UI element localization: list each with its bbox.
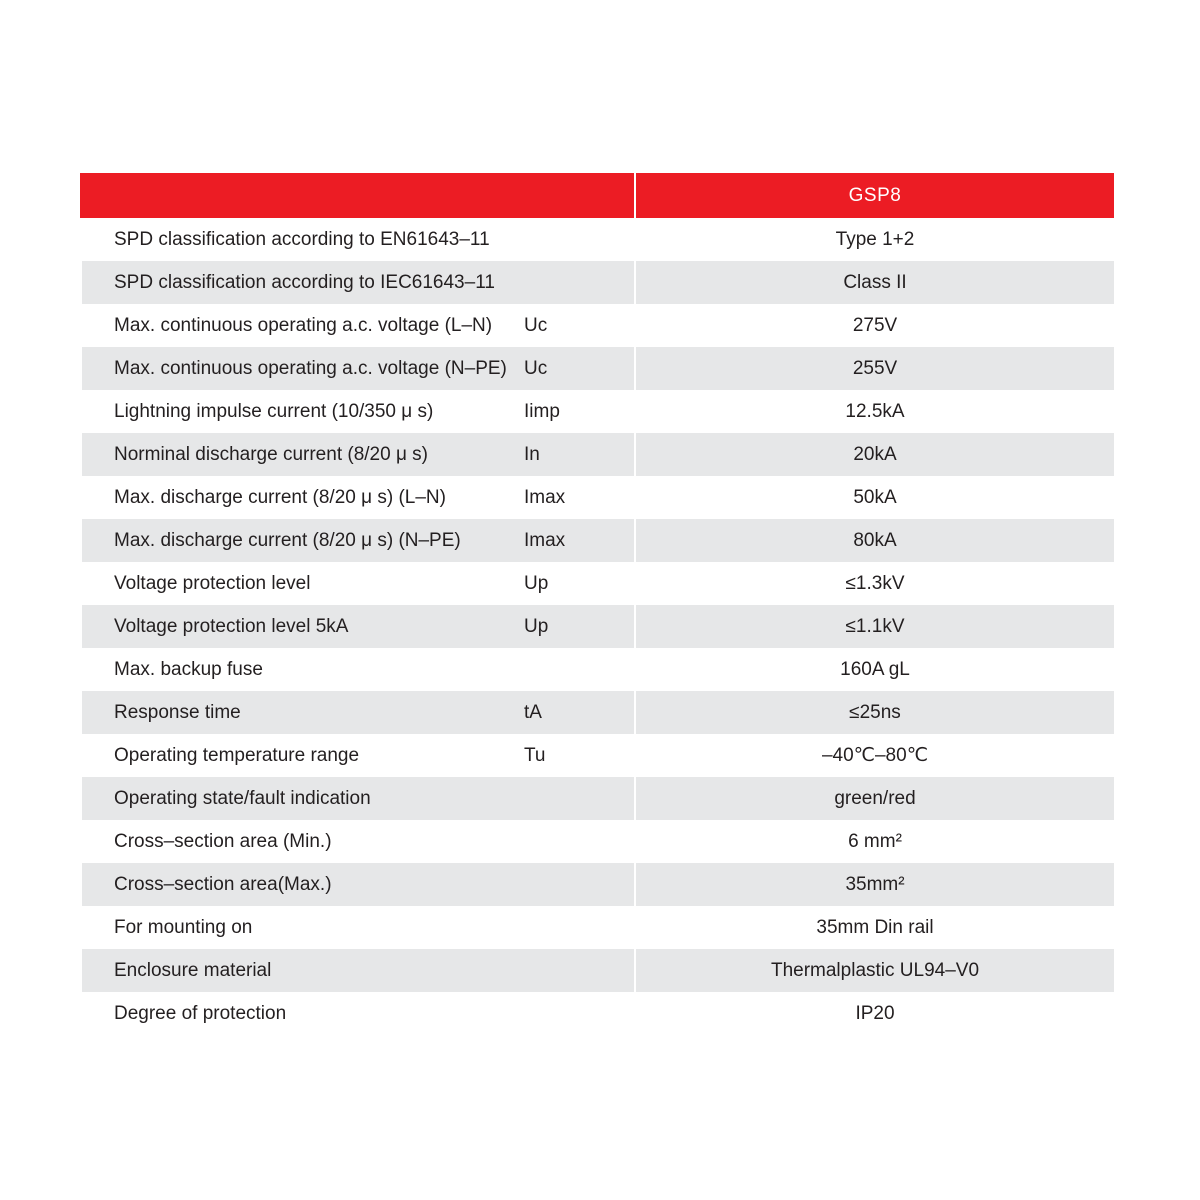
table-row — [82, 304, 1114, 347]
param-symbol: tA — [524, 701, 542, 723]
param-symbol: Up — [524, 615, 549, 637]
table-row — [82, 734, 1114, 777]
param-symbol: Iimp — [524, 400, 560, 422]
param-value: ≤25ns — [849, 701, 901, 723]
table-row — [82, 347, 1114, 390]
param-label: Response time — [114, 701, 241, 723]
table-row — [82, 218, 1114, 261]
param-symbol: In — [524, 443, 540, 465]
param-label: Max. continuous operating a.c. voltage (N–PE) — [114, 357, 507, 379]
param-label: Operating state/fault indication — [114, 787, 371, 809]
param-value: 275V — [852, 314, 898, 336]
param-value: ≤1.1kV — [845, 615, 905, 637]
param-label: Max. discharge current (8/20 μ s) (N–PE) — [114, 529, 461, 551]
table-row — [82, 863, 1114, 906]
param-value: ≤1.3kV — [845, 572, 905, 594]
param-label: Norminal discharge current (8/20 μ s) — [114, 443, 429, 465]
param-value: IP20 — [855, 1002, 895, 1024]
model-header: GSP8 — [636, 173, 1114, 218]
spec-table — [80, 173, 1114, 1035]
table-row — [82, 519, 1114, 562]
param-value: Thermalplastic UL94–V0 — [770, 959, 980, 981]
param-value: 255V — [852, 357, 898, 379]
table-row — [82, 261, 1114, 304]
param-label: Voltage protection level — [114, 572, 311, 594]
table-row — [82, 605, 1114, 648]
param-value: green/red — [834, 787, 916, 809]
param-value: Type 1+2 — [835, 228, 915, 250]
table-row — [82, 906, 1114, 949]
param-value: 6 mm² — [848, 830, 902, 852]
table-row — [82, 777, 1114, 820]
table-row — [82, 992, 1114, 1035]
table-row — [82, 691, 1114, 734]
param-symbol: Uc — [524, 357, 548, 379]
param-label: For mounting on — [114, 916, 253, 938]
param-value: 12.5kA — [845, 400, 905, 422]
param-label: Operating temperature range — [114, 744, 360, 766]
param-symbol: Imax — [524, 529, 566, 551]
param-label: Degree of protection — [114, 1002, 287, 1024]
param-value: 20kA — [853, 443, 897, 465]
table-row — [82, 390, 1114, 433]
param-label: Lightning impulse current (10/350 μ s) — [114, 400, 434, 422]
param-label: Max. continuous operating a.c. voltage (L–N) — [114, 314, 493, 336]
table-row — [82, 433, 1114, 476]
param-value: 80kA — [853, 529, 897, 551]
param-symbol: Uc — [524, 314, 548, 336]
table-row — [82, 476, 1114, 519]
param-value: Class II — [843, 271, 907, 293]
param-value: –40℃–80℃ — [821, 745, 929, 766]
table-header — [80, 173, 1114, 218]
param-symbol: Imax — [524, 486, 566, 508]
param-value: 160A gL — [840, 658, 910, 680]
param-value: 35mm² — [845, 873, 905, 895]
param-label: SPD classification according to EN61643–11 — [114, 228, 490, 250]
param-label: SPD classification according to IEC61643–11 — [114, 271, 495, 293]
table-row — [82, 949, 1114, 992]
param-label: Max. discharge current (8/20 μ s) (L–N) — [114, 486, 446, 508]
param-label: Voltage protection level 5kA — [114, 615, 349, 637]
param-label: Cross–section area(Max.) — [114, 873, 332, 895]
param-value: 35mm Din rail — [816, 916, 934, 938]
param-label: Cross–section area (Min.) — [114, 830, 332, 852]
param-value: 50kA — [853, 486, 897, 508]
param-symbol: Up — [524, 572, 549, 594]
param-label: Enclosure material — [114, 959, 272, 981]
param-label: Max. backup fuse — [114, 658, 263, 680]
table-row — [82, 820, 1114, 863]
header-blank-cell — [80, 173, 634, 218]
param-symbol: Tu — [524, 744, 546, 766]
table-row — [82, 562, 1114, 605]
table-row — [82, 648, 1114, 691]
